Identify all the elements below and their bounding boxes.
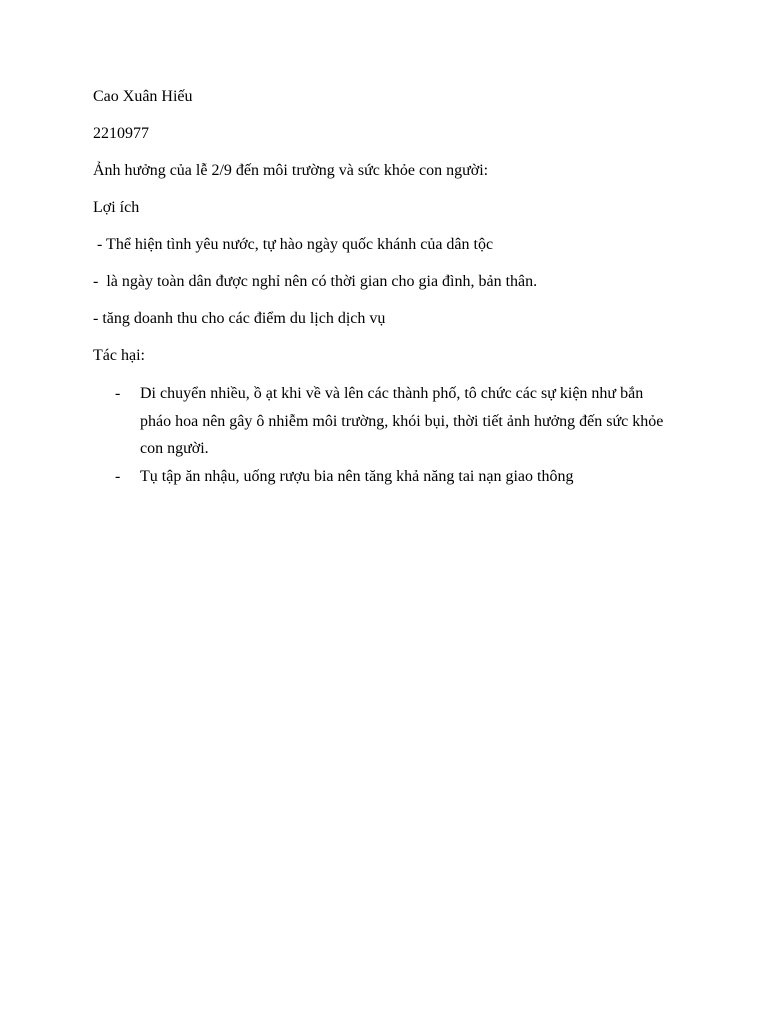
harm-item-text: Di chuyển nhiều, ồ ạt khi về và lên các thành phố, tô chức các sự kiện như bắn pháo hoa nên gây ô nhiễm môi trường, khói bụi, thời tiết ảnh hưởng đến sức khỏe con người. [140, 385, 664, 457]
author-name: Cao Xuân Hiếu [93, 88, 193, 105]
harm-item [93, 463, 673, 491]
harm-item-text: Tụ tập ăn nhậu, uống rượu bia nên tăng khả năng tai nạn giao thông [140, 467, 574, 485]
benefits-title: Lợi ích [93, 199, 140, 216]
benefit-item: - Thể hiện tình yêu nước, tự hào ngày quốc khánh của dân tộc [93, 236, 494, 253]
bullet-dash: - [115, 467, 121, 485]
document-heading: Ảnh hưởng của lễ 2/9 đến môi trường và sức khỏe con người: [93, 162, 489, 179]
harms-title: Tác hại: [93, 347, 145, 364]
harm-item [93, 380, 673, 463]
bullet-dash: - [115, 385, 121, 402]
student-id: 2210977 [93, 125, 149, 142]
benefit-item: - tăng doanh thu cho các điểm du lịch dịch vụ [93, 310, 386, 327]
harms-list [93, 380, 673, 490]
benefit-item: - là ngày toàn dân được nghỉ nên có thời gian cho gia đình, bản thân. [93, 273, 538, 290]
